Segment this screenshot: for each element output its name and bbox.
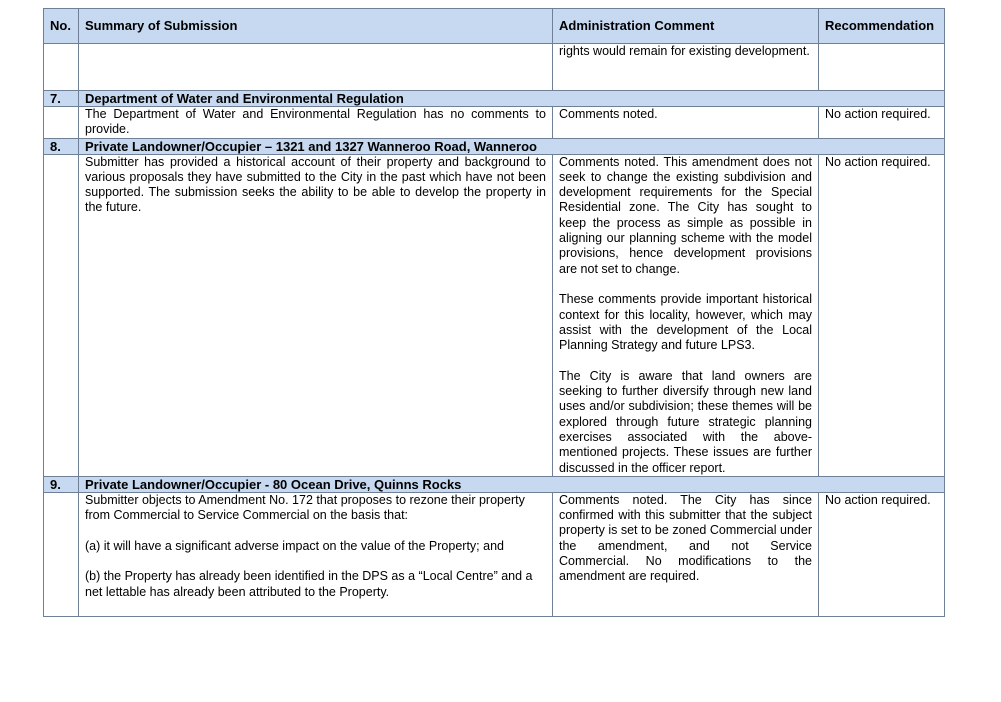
header-admin-comment: Administration Comment [553,9,819,44]
section-number: 7. [44,91,79,107]
cell-summary [79,44,553,91]
cell-no [44,107,79,139]
section-row-9 [44,476,945,492]
cell-summary [79,154,553,476]
section-title: Private Landowner/Occupier - 80 Ocean Drive, Quinns Rocks [79,476,945,492]
cell-no [44,44,79,91]
cell-admin-comment [553,492,819,616]
section-title: Private Landowner/Occupier – 1321 and 1327 Wanneroo Road, Wanneroo [79,138,945,154]
header-row [44,9,945,44]
section-number: 9. [44,476,79,492]
admin-paragraph: Comments noted. This amendment does not seek to change the existing subdivision and development requirements for the Special Residential zone. The City has sought to keep the process as simple as possible in aligning our planning scheme with the model provisions, hence development provisions are not set to change. [559,154,812,276]
summary-paragraph: (a) it will have a significant adverse impact on the value of the Property; and [85,538,504,553]
cell-recommendation: No action required. [819,492,945,616]
summary-paragraph: (b) the Property has already been identified in the DPS as a “Local Centre” and a net lettable has already been attributed to the Property. [85,569,533,599]
cell-recommendation: No action required. [819,154,945,476]
summary-paragraph: Submitter has provided a historical account of their property and background to various proposals they have submitted to the City in the past which have not been supported. The submission seeks the ability to be able to develop the property in the future. [85,154,546,215]
summary-paragraph: Submitter objects to Amendment No. 172 that proposes to rezone their property from Commercial to Service Commercial on the basis that: [85,492,525,523]
section-number: 8. [44,138,79,154]
admin-paragraph: Comments noted. [559,107,658,121]
continuation-row [44,44,945,91]
cell-recommendation [819,44,945,91]
section-title: Department of Water and Environmental Regulation [79,91,945,107]
section-row-7 [44,91,945,107]
submission-row-8 [44,154,945,476]
summary-paragraph: The Department of Water and Environmental Regulation has no comments to provide. [85,107,546,137]
submissions-table [43,8,945,617]
submission-row-7 [44,107,945,139]
cell-recommendation: No action required. [819,107,945,139]
admin-paragraph: The City is aware that land owners are seeking to further diversify through new land uses and/or subdivision; these themes will be explored through future strategic planning exercises associated with the above-mentioned projects. These issues are further discussed in the officer report. [559,368,812,475]
cell-admin-comment [553,154,819,476]
section-row-8 [44,138,945,154]
header-recommendation: Recommendation [819,9,945,44]
cell-no [44,492,79,616]
cell-admin-comment [553,107,819,139]
submission-row-9 [44,492,945,616]
cell-summary [79,492,553,616]
cell-admin-comment: rights would remain for existing development. [553,44,819,91]
cell-no [44,154,79,476]
header-summary: Summary of Submission [79,9,553,44]
admin-paragraph: Comments noted. The City has since confirmed with this submitter that the subject property is set to be zoned Commercial under the amendment, and not Service Commercial. No modifications to the amendment are required. [559,492,812,584]
cell-summary [79,107,553,139]
header-no: No. [44,9,79,44]
admin-paragraph: These comments provide important historical context for this locality, however, which may assist with the development of the Local Planning Strategy and future LPS3. [559,292,812,353]
